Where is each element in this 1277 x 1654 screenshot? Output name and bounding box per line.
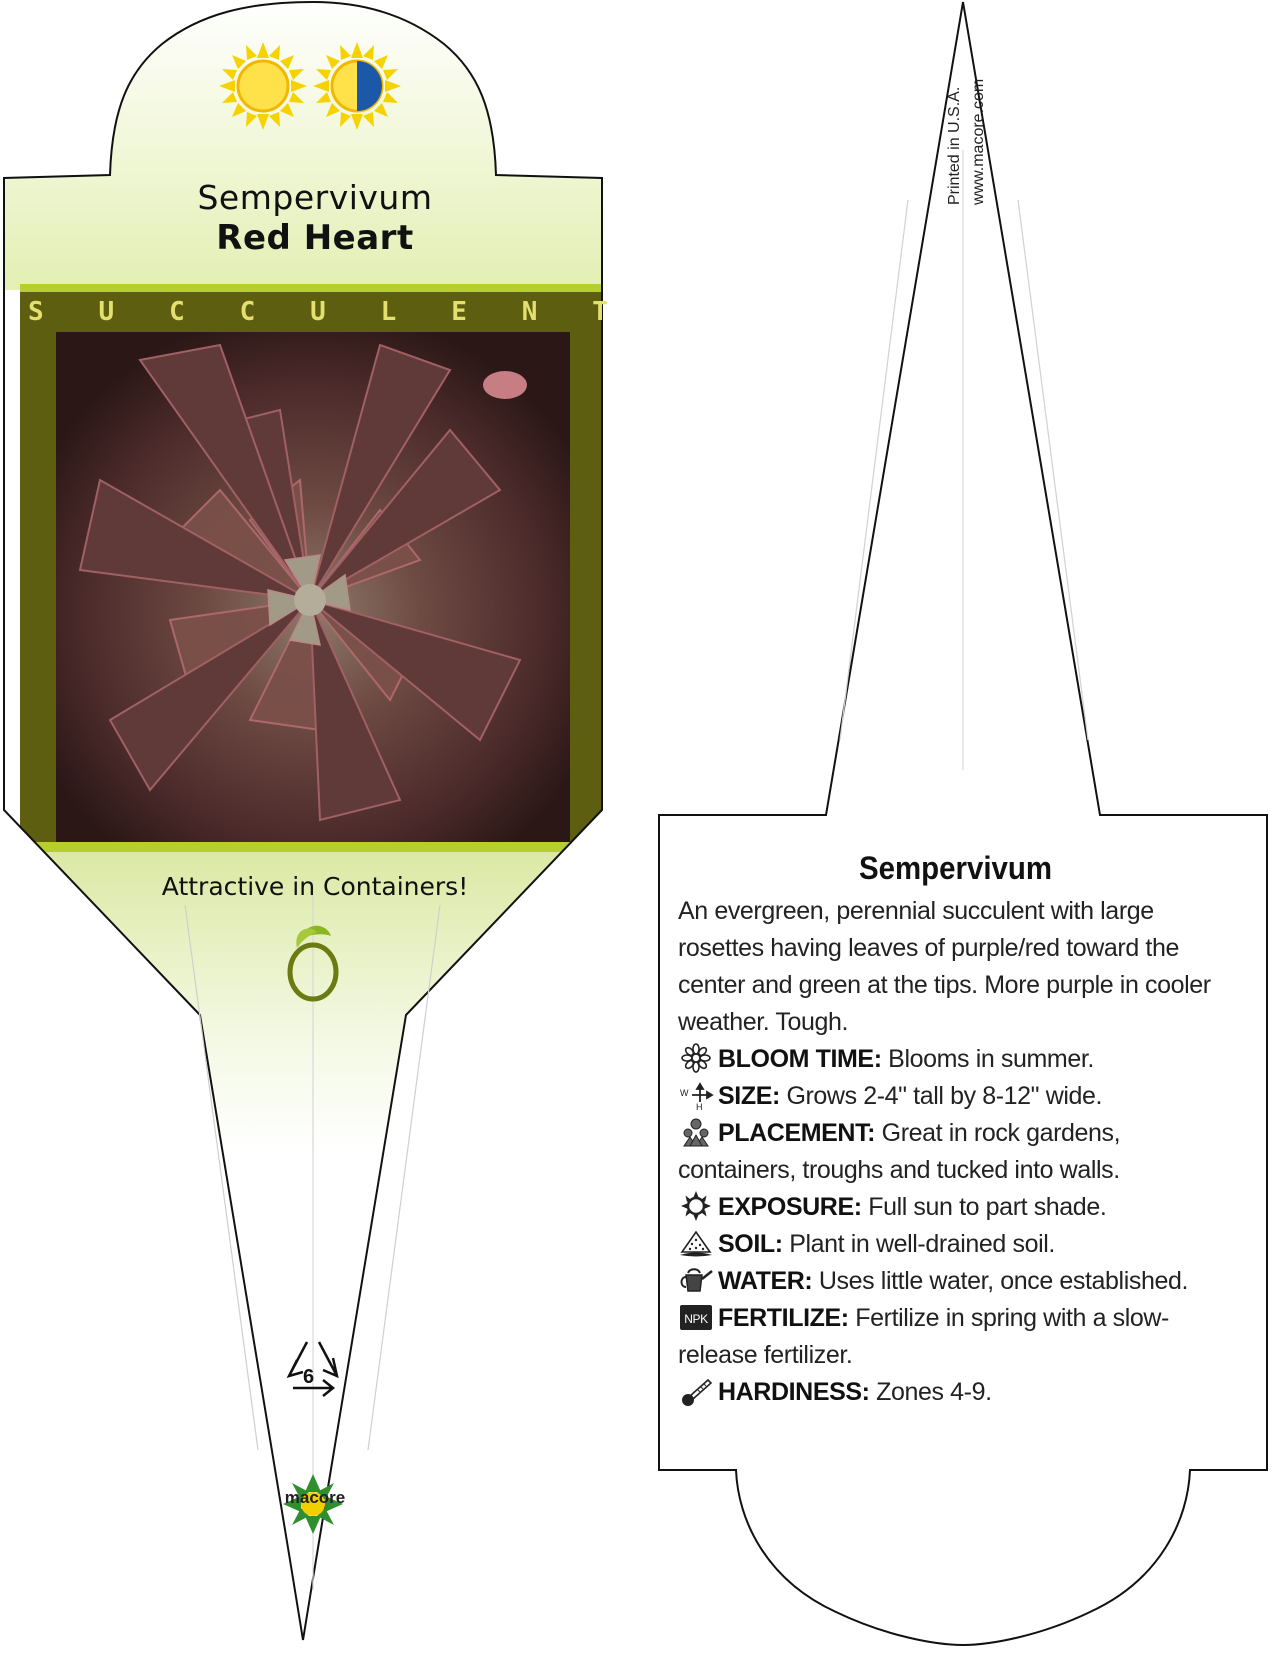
attribute-exposure <box>678 1189 1233 1226</box>
category-letter: E <box>451 297 467 327</box>
size-icon-w: W <box>680 1088 689 1098</box>
back-content <box>678 850 1233 1411</box>
attribute-label: FERTILIZE: <box>718 1304 849 1332</box>
attribute-size <box>678 1078 1233 1115</box>
category-letter: L <box>380 297 397 327</box>
attribute-fertilize <box>678 1300 1233 1374</box>
category-letter: N <box>521 297 538 327</box>
full-sun-icon <box>219 42 307 130</box>
attribute-text: Full sun to part shade. <box>861 1193 1107 1221</box>
category-letter: C <box>239 297 256 327</box>
attribute-label: EXPOSURE: <box>718 1193 862 1221</box>
attribute-hardiness <box>678 1374 1233 1411</box>
npk-icon <box>678 1302 714 1332</box>
attribute-text: Grows 2-4" tall by 8-12" wide. <box>779 1082 1103 1110</box>
recycle-number: 6 <box>303 1366 315 1388</box>
attribute-label: SIZE: <box>718 1082 780 1110</box>
attribute-text: Fertilize in spring with a slow-release fertilizer. <box>678 1304 1169 1369</box>
plant-genus: Sempervivum <box>197 178 433 217</box>
attribute-text: Plant in well-drained soil. <box>782 1230 1055 1258</box>
tagline: Attractive in Containers! <box>161 872 469 901</box>
size-icon-h: H <box>696 1102 703 1110</box>
sun-icon <box>678 1191 714 1221</box>
soil-icon <box>678 1228 714 1258</box>
attribute-text: Great in rock gardens, containers, troughs and tucked into walls. <box>678 1119 1121 1184</box>
attribute-label: PLACEMENT: <box>718 1119 876 1147</box>
brand-name: macore <box>284 1488 346 1507</box>
attribute-text: Zones 4-9. <box>869 1378 992 1406</box>
description: An evergreen, perennial succulent with large rosettes having leaves of purple/red toward the center and green at the tips. More purple in cooler weather. Tough. <box>678 897 1211 1036</box>
attribute-label: HARDINESS: <box>718 1378 870 1406</box>
part-sun-icon <box>313 42 401 130</box>
thermometer-icon <box>678 1376 714 1406</box>
attribute-bloom-time <box>678 1041 1233 1078</box>
category-letter: S <box>28 297 44 327</box>
placement-icon <box>678 1117 714 1147</box>
category-label <box>28 297 608 327</box>
back-title: Sempervivum <box>858 850 1053 886</box>
plant-photo <box>56 332 570 842</box>
category-letter: T <box>592 297 608 327</box>
attribute-label: SOIL: <box>718 1230 783 1258</box>
category-letter: C <box>169 297 185 327</box>
attribute-label: WATER: <box>718 1267 813 1295</box>
category-letter: U <box>310 297 326 327</box>
npk-icon-text: NPK <box>684 1312 708 1326</box>
attribute-label: BLOOM TIME: <box>718 1045 882 1073</box>
attribute-placement <box>678 1115 1233 1189</box>
attribute-text: Blooms in summer. <box>881 1045 1094 1073</box>
category-letter: U <box>98 297 115 327</box>
flower-icon <box>678 1043 714 1073</box>
plant-variety: Red Heart <box>216 218 414 258</box>
watering-can-icon <box>678 1265 714 1295</box>
website: www.macore.com <box>970 78 987 205</box>
attribute-water <box>678 1263 1233 1300</box>
attribute-soil <box>678 1226 1233 1263</box>
size-icon <box>678 1080 714 1110</box>
attribute-text: Uses little water, once established. <box>812 1267 1189 1295</box>
printed-line: Printed in U.S.A. <box>946 86 963 205</box>
